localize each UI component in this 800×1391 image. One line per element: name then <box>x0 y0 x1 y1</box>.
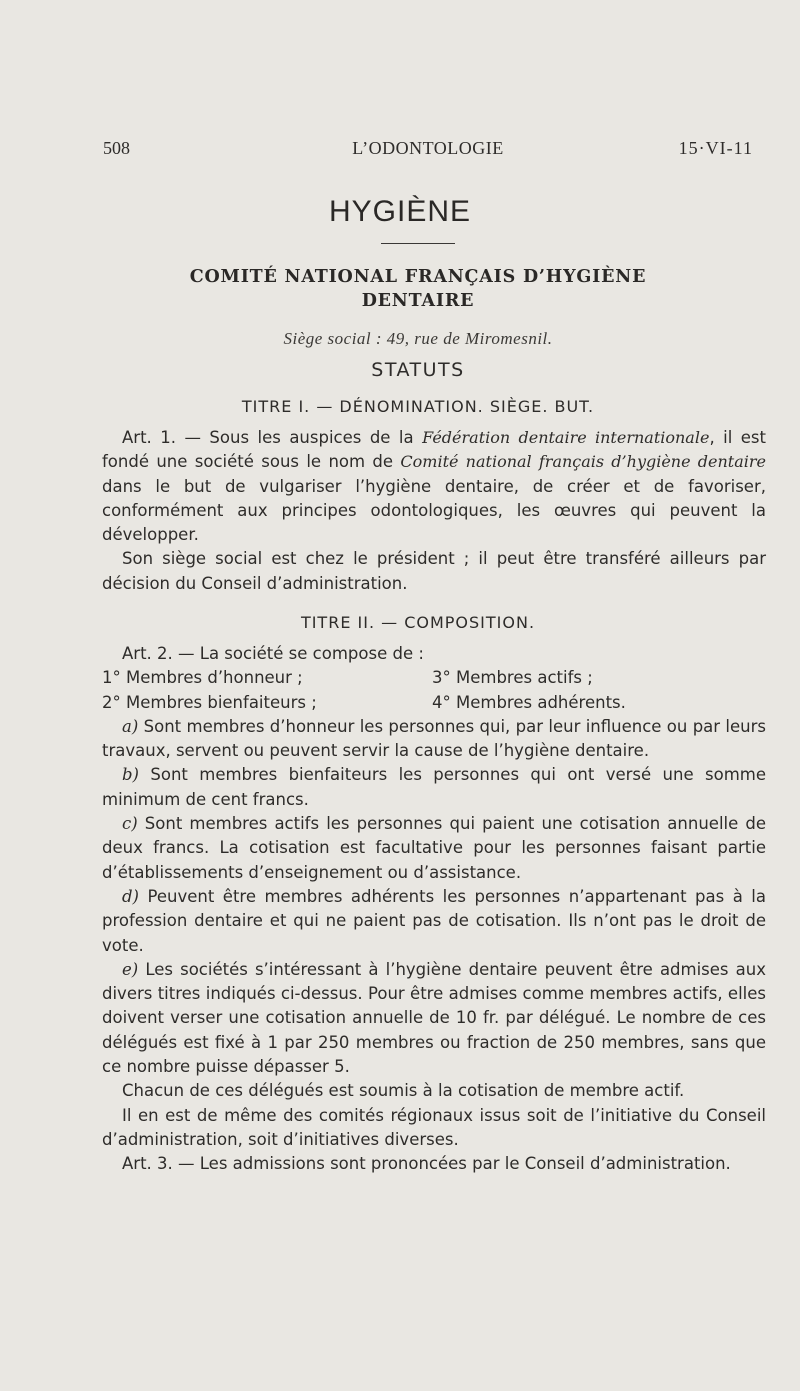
clause-c-text: Sont membres actifs les personnes qui paient une cotisation annuelle de deux francs. La cotisation est facultative pour les personnes faisant partie d’établissements d’enseignement ou d’assistance. <box>102 814 766 882</box>
titre-1-heading: TITRE I. — DÉNOMINATION. SIÈGE. BUT. <box>241 397 595 416</box>
article-1-rest: dans le but de vulgariser l’hygiène dentaire, de créer et de favoriser, conformément aux principes odontologiques, les œuvres qui peuvent la développer. <box>102 476 766 545</box>
clause-e <box>102 958 766 1079</box>
statuts-heading: STATUTS <box>371 359 465 381</box>
article-1-mid: , il est fondé une société sous le nom de <box>102 428 767 472</box>
clause-d <box>102 885 766 958</box>
page-number: 508 <box>103 138 130 158</box>
clause-d-text: Peuvent être membres adhérents les personnes n’appartenant pas à la profession dentaire et qui ne paient pas de cotisation. Ils n’ont pas le droit de vote. <box>102 886 766 955</box>
comite-name: Comité national français d’hygiène dentaire <box>400 452 767 472</box>
clause-a-text: Sont membres d’honneur les personnes qui, par leur influence ou par leurs travaux, servent ou peuvent servir la cause de l’hygiène dentaire. <box>102 716 766 761</box>
clause-e-label: e) <box>122 959 139 979</box>
clause-c-label: c) <box>122 814 138 834</box>
committee-heading-line2: DENTAIRE <box>361 291 475 311</box>
article-2-intro: Art. 2. — La société se compose de : <box>122 644 424 663</box>
title-rule <box>381 243 455 244</box>
issue-date: 15·VI-11 <box>678 138 753 158</box>
article-1-paragraph <box>102 426 766 547</box>
section-title: HYGIÈNE <box>328 195 472 228</box>
clause-a-label: a) <box>122 716 139 736</box>
titre-2-heading: TITRE II. — COMPOSITION. <box>300 613 536 632</box>
clause-e-text: Les sociétés s’intéressant à l’hygiène dentaire peuvent être admises aux divers titres indiqués ci-dessus. Pour être admises comme membres actifs, elles doivent verser une cotisation annuelle de 10 fr. par délégué. Le nombre de ces délégués est fixé à 1 par 250 membres ou fraction de 250 membres, sans que ce nombre puisse dépasser 5. <box>102 959 766 1077</box>
article-1-lead: Art. 1. — Sous les auspices de la <box>122 428 423 447</box>
seat-address: Siège social : 49, rue de Miromesnil. <box>283 329 553 348</box>
clause-c <box>102 812 766 885</box>
member-category: 1° Membres d’honneur ; <box>102 668 303 688</box>
journal-title: L’ODONTOLOGIE <box>352 138 504 158</box>
committee-heading-line1: COMITÉ NATIONAL FRANÇAIS D’HYGIÈNE <box>189 267 647 287</box>
member-category: 3° Membres actifs ; <box>432 668 593 688</box>
member-category: 4° Membres adhérents. <box>432 692 626 712</box>
clause-a <box>102 715 766 764</box>
article-1-paragraph-2: Son siège social est chez le président ; il peut être transféré ailleurs par décision du Conseil d’administration. <box>102 549 766 593</box>
comites-paragraph: Il en est de même des comités régionaux issus soit de l’initiative du Conseil d’administration, soit d’initiatives diverses. <box>102 1105 766 1149</box>
article-3: Art. 3. — Les admissions sont prononcées par le Conseil d’administration. <box>122 1154 731 1174</box>
clause-b <box>102 763 766 812</box>
article-1 <box>102 426 766 596</box>
clause-b-label: b) <box>122 765 139 785</box>
article-2 <box>102 642 766 1177</box>
committee-heading <box>120 265 716 313</box>
delegues-paragraph: Chacun de ces délégués est soumis à la cotisation de membre actif. <box>122 1081 685 1101</box>
member-category: 2° Membres bienfaiteurs ; <box>102 692 317 712</box>
running-header <box>103 138 753 162</box>
member-categories <box>102 666 766 715</box>
clause-b-text: Sont membres bienfaiteurs les personnes qui ont versé une somme minimum de cent francs. <box>102 765 766 809</box>
federation-name: Fédération dentaire internationale <box>422 428 710 447</box>
clause-d-label: d) <box>122 886 139 906</box>
